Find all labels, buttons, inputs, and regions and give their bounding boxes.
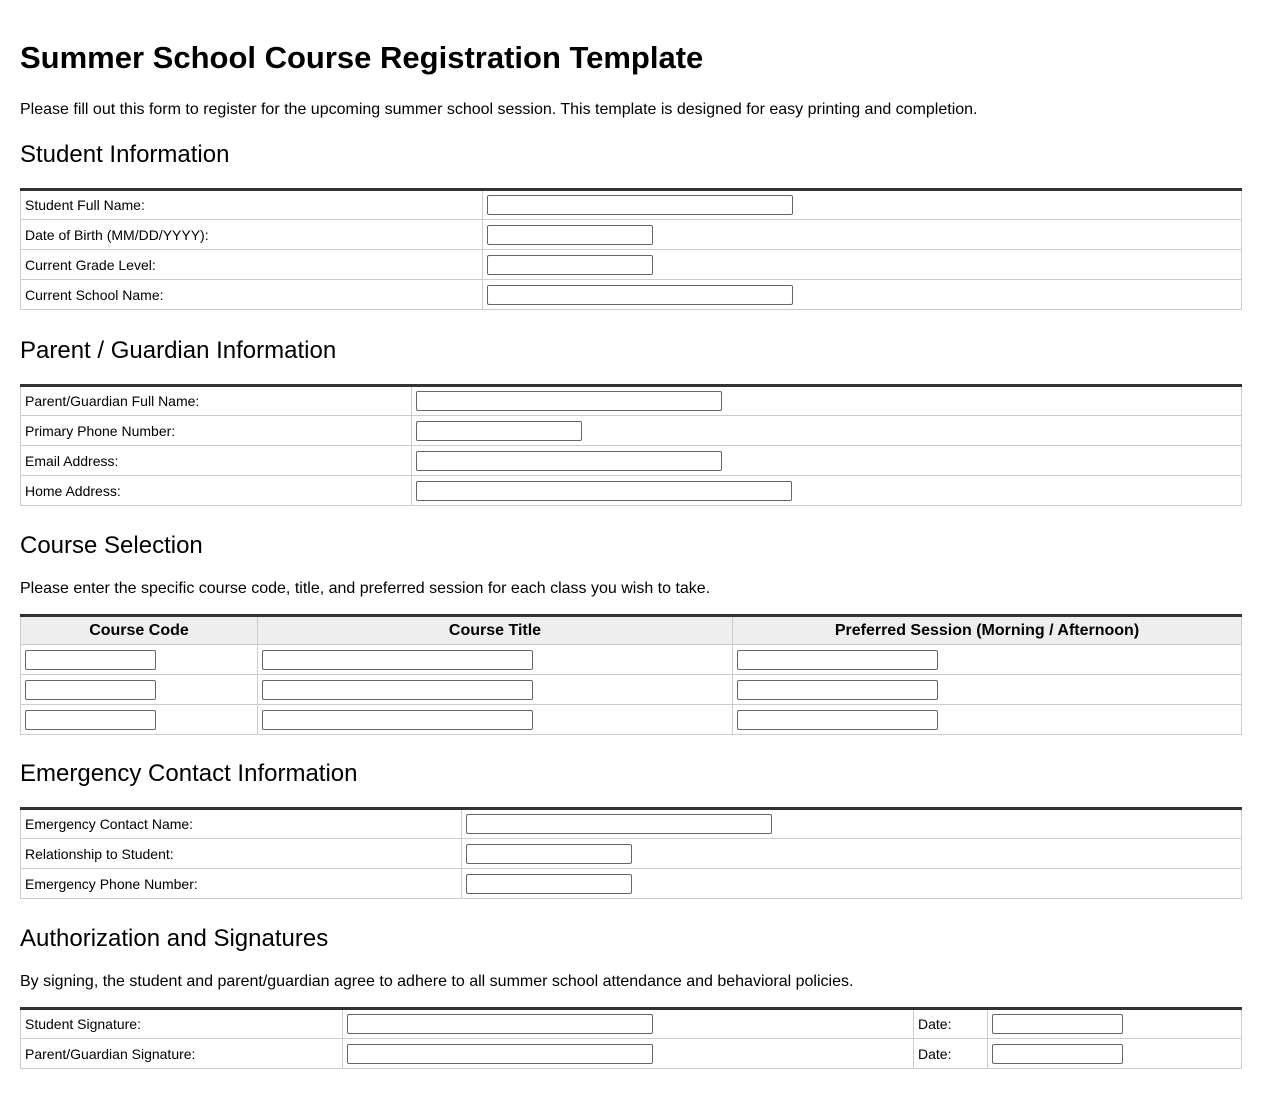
preferred-session-field[interactable] xyxy=(737,710,938,730)
table-row xyxy=(21,280,1242,310)
preferred-session-header: Preferred Session (Morning / Afternoon) xyxy=(733,616,1242,645)
home-address-field[interactable] xyxy=(416,481,792,501)
emergency-name-field[interactable] xyxy=(466,814,772,834)
course-title-header: Course Title xyxy=(258,616,733,645)
table-row xyxy=(21,386,1242,416)
emergency-phone-field[interactable] xyxy=(466,874,632,894)
course-code-field[interactable] xyxy=(25,650,156,670)
table-row xyxy=(21,705,1242,735)
course-section-heading: Course Selection xyxy=(20,532,203,559)
parent-section-heading: Parent / Guardian Information xyxy=(20,337,337,364)
course-title-field[interactable] xyxy=(262,680,533,700)
preferred-session-field[interactable] xyxy=(737,650,938,670)
student-signature-label: Student Signature: xyxy=(21,1009,343,1039)
course-code-field[interactable] xyxy=(25,680,156,700)
page-title: Summer School Course Registration Template xyxy=(20,40,704,75)
table-row xyxy=(21,869,1242,899)
table-row xyxy=(21,446,1242,476)
parent-date-field[interactable] xyxy=(992,1044,1123,1064)
emergency-contact-table xyxy=(20,807,1242,899)
table-row xyxy=(21,220,1242,250)
table-row xyxy=(21,675,1242,705)
parent-signature-field[interactable] xyxy=(347,1044,653,1064)
emergency-phone-label: Emergency Phone Number: xyxy=(21,869,462,899)
student-info-table xyxy=(20,188,1242,310)
email-label: Email Address: xyxy=(21,446,412,476)
grade-level-label: Current Grade Level: xyxy=(21,250,483,280)
course-code-header: Course Code xyxy=(21,616,258,645)
dob-label: Date of Birth (MM/DD/YYYY): xyxy=(21,220,483,250)
school-name-field[interactable] xyxy=(487,285,793,305)
intro-text: Please fill out this form to register for the upcoming summer school session. This template is designed for easy printing and completion. xyxy=(20,101,978,118)
student-signature-field[interactable] xyxy=(347,1014,653,1034)
course-code-field[interactable] xyxy=(25,710,156,730)
home-address-label: Home Address: xyxy=(21,476,412,506)
table-row xyxy=(21,839,1242,869)
student-name-label: Student Full Name: xyxy=(21,190,483,220)
parent-signature-label: Parent/Guardian Signature: xyxy=(21,1039,343,1069)
relationship-field[interactable] xyxy=(466,844,632,864)
authorization-section-heading: Authorization and Signatures xyxy=(20,925,329,952)
preferred-session-field[interactable] xyxy=(737,680,938,700)
emergency-section-heading: Emergency Contact Information xyxy=(20,760,358,787)
emergency-name-label: Emergency Contact Name: xyxy=(21,809,462,839)
dob-field[interactable] xyxy=(487,225,653,245)
table-row xyxy=(21,190,1242,220)
grade-level-field[interactable] xyxy=(487,255,653,275)
table-row xyxy=(21,476,1242,506)
table-row xyxy=(21,416,1242,446)
signature-table xyxy=(20,1007,1242,1069)
email-field[interactable] xyxy=(416,451,722,471)
course-instructions: Please enter the specific course code, title, and preferred session for each class you wish to take. xyxy=(20,580,711,597)
authorization-note: By signing, the student and parent/guardian agree to adhere to all summer school attendance and behavioral policies. xyxy=(20,973,854,990)
student-date-field[interactable] xyxy=(992,1014,1123,1034)
relationship-label: Relationship to Student: xyxy=(21,839,462,869)
parent-name-field[interactable] xyxy=(416,391,722,411)
phone-field[interactable] xyxy=(416,421,582,441)
table-header-row xyxy=(21,616,1242,645)
school-name-label: Current School Name: xyxy=(21,280,483,310)
parent-info-table xyxy=(20,384,1242,506)
table-row xyxy=(21,809,1242,839)
student-section-heading: Student Information xyxy=(20,141,230,168)
table-row xyxy=(21,645,1242,675)
course-title-field[interactable] xyxy=(262,650,533,670)
student-date-label: Date: xyxy=(914,1009,988,1039)
phone-label: Primary Phone Number: xyxy=(21,416,412,446)
course-title-field[interactable] xyxy=(262,710,533,730)
student-name-field[interactable] xyxy=(487,195,793,215)
table-row xyxy=(21,1039,1242,1069)
parent-name-label: Parent/Guardian Full Name: xyxy=(21,386,412,416)
table-row xyxy=(21,250,1242,280)
table-row xyxy=(21,1009,1242,1039)
course-selection-table xyxy=(20,614,1242,735)
parent-date-label: Date: xyxy=(914,1039,988,1069)
